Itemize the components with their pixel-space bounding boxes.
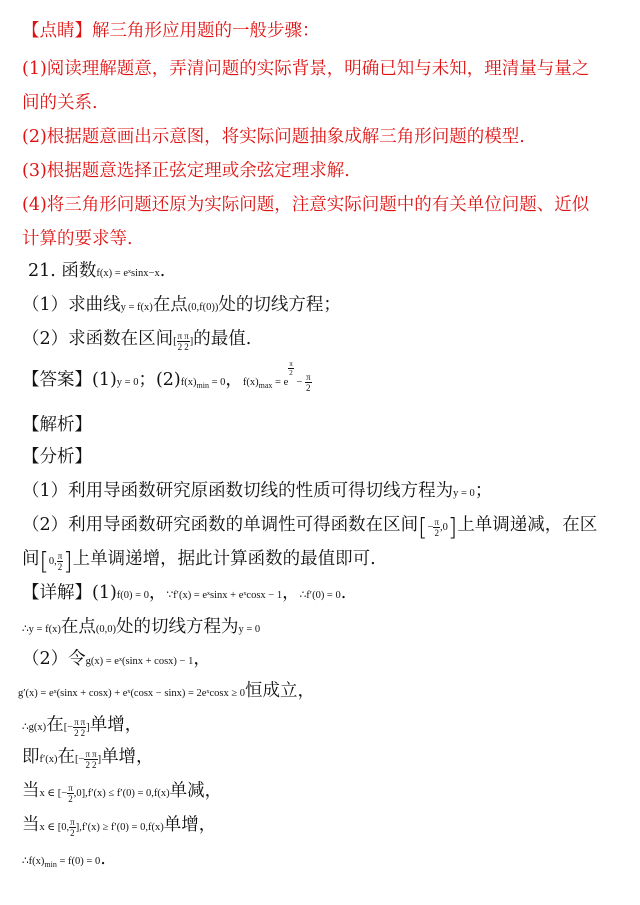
frac-num: π: [305, 372, 311, 383]
detail-6-fprime: f′(x): [39, 754, 58, 765]
fmin-val: = 0: [208, 377, 226, 388]
analysis-2-text: （2）利用导函数研究函数的单调性可得函数在区间: [22, 515, 419, 535]
fmax-minus: −: [293, 377, 305, 388]
fmin-f: f(x): [180, 377, 197, 388]
question-2-prefix: （2）求函数在区间: [22, 329, 174, 349]
detail-3-prefix: （2）令: [22, 649, 86, 669]
frac-num: π: [68, 783, 73, 794]
detail-9-math: [22, 856, 101, 870]
close-comma: ],: [75, 822, 82, 833]
detail-2-point: (0,0): [95, 624, 116, 635]
detail-2-text: 处的切线方程为: [115, 617, 239, 637]
interval-pi: [75, 749, 102, 771]
frac-den: 2: [289, 369, 293, 377]
minus: −: [67, 722, 74, 733]
analysis-1: [22, 474, 626, 511]
frac-num: π: [434, 517, 439, 528]
bracket-left: [: [75, 754, 79, 765]
detail-4: [18, 674, 626, 711]
bracket-left: [: [63, 722, 68, 733]
sep: .: [340, 583, 347, 603]
detail-2-eq: ∴y = f(x): [22, 624, 61, 635]
frac-den: 2: [70, 828, 75, 839]
frac-den: 2: [57, 562, 63, 573]
x-in: x ∈ [0,: [39, 822, 70, 833]
analysis-2-suffix: 上单调递减，在区: [457, 515, 598, 535]
fenxi-label: 【分析】: [22, 447, 92, 467]
analysis-1-text: （1）利用导函数研究原函数切线的性质可得切线方程为: [22, 481, 454, 501]
analysis-3-prefix: 间: [22, 549, 40, 569]
problem-period: .: [159, 261, 166, 281]
bracket-right: ]: [447, 513, 458, 542]
detail-6-suffix: 单增，: [101, 747, 154, 767]
analysis-1-suffix: ；: [474, 481, 493, 501]
comma: ,: [73, 788, 77, 799]
frac-num: π: [177, 331, 183, 342]
bracket-right: ]: [86, 722, 90, 733]
frac-den: 2: [74, 728, 79, 739]
question-1-suffix: 处的切线方程；: [218, 295, 341, 315]
analysis-3-suffix: 上单调递增，据此计算函数的最值即可.: [72, 549, 376, 569]
analysis-1-eq: y = 0: [453, 488, 475, 499]
bracket-right: ]: [189, 336, 194, 347]
sep: ，: [282, 583, 300, 603]
frac-den: 2: [68, 794, 73, 805]
comma: ,: [54, 556, 57, 567]
frac-den: 2: [306, 383, 311, 394]
interval-neg-half-pi-zero: [418, 513, 458, 542]
minus: −: [78, 754, 85, 765]
question-2-interval: [173, 331, 194, 353]
fmin-f: ∴f(x): [22, 856, 45, 867]
frac-den: 2: [92, 760, 97, 771]
detail-9-suffix: .: [100, 849, 106, 869]
fmin-sub: min: [44, 860, 57, 870]
detail-eq-1: f(0) = 0: [116, 590, 149, 601]
tip-step-4b: 计算的要求等.: [22, 229, 133, 249]
problem-number: 21. 函数: [28, 261, 97, 281]
tip-heading: 【点睛】解三角形应用题的一般步骤：: [22, 21, 320, 41]
bracket-left: [: [418, 513, 428, 542]
detail-6-prefix: 即: [22, 747, 40, 767]
detail-7-prefix: 当: [22, 781, 40, 801]
jiexi-label: 【解析】: [22, 415, 92, 435]
exp-fraction: [288, 360, 294, 377]
detail-6-mid: 在: [57, 747, 76, 767]
question-1-point: (0,f(0)): [187, 302, 219, 313]
frac-num: π: [80, 717, 86, 728]
bracket-left: [: [173, 336, 177, 347]
bracket-right: ]: [63, 547, 73, 576]
analysis-3: [22, 542, 626, 579]
answer-1: y = 0: [116, 377, 139, 388]
answer-comma: ，: [225, 370, 243, 390]
zero: 0: [48, 556, 55, 567]
x-in: x ∈ [: [39, 788, 62, 799]
question-2: [22, 322, 626, 359]
frac-num: π: [184, 331, 189, 342]
detail-8-math: [39, 817, 164, 839]
detail-8-prefix: 当: [22, 815, 40, 835]
close-comma: ],: [81, 788, 88, 799]
tip-step-3: (3)根据题意选择正弦定理或余弦定理求解.: [22, 161, 350, 181]
frac-den: 2: [80, 728, 86, 739]
fmax-sub: max: [258, 381, 273, 391]
detail-8-eq: f′(x) ≥ f′(0) = 0,f(x): [81, 822, 164, 833]
question-2-suffix: 的最值.: [193, 329, 252, 349]
fmin-sub: min: [196, 381, 209, 391]
analysis-2: [22, 508, 626, 545]
answer-separator: ；(2): [138, 370, 181, 390]
detail-2-mid: 在点: [60, 617, 96, 637]
frac-den: 2: [184, 342, 189, 353]
answer-line: [22, 360, 626, 400]
detail-1: [22, 576, 626, 613]
detail-5-g: ∴g(x): [22, 722, 47, 733]
detail-7: [22, 774, 626, 811]
detail-eq-3: ∴f′(0) = 0: [299, 590, 341, 601]
frac-num: π: [74, 717, 79, 728]
answer-label: 【答案】(1): [22, 370, 117, 390]
problem-function: f(x) = eˣsinx−x: [96, 268, 160, 279]
detail-7-eq: f′(x) ≤ f′(0) = 0,f(x): [87, 788, 170, 799]
interval-pi: [63, 717, 90, 739]
detail-5-mid: 在: [46, 715, 64, 735]
detail-3-eq: g(x) = eˣ(sinx + cosx) − 1: [85, 656, 194, 667]
detail-9: [22, 842, 626, 879]
detail-7-math: [39, 783, 170, 805]
problem-statement: [28, 254, 626, 291]
detail-2-answer: y = 0: [238, 624, 261, 635]
zero: 0: [442, 522, 448, 533]
fmax-e: = e: [272, 377, 289, 388]
frac-num: π: [92, 749, 97, 760]
detail-4-eq: g′(x) = eˣ(sinx + cosx) + eˣ(cosx − sinx) = 2eˣcosx ≥ 0: [18, 688, 245, 699]
frac-den: 2: [434, 528, 439, 539]
frac-num: π: [85, 749, 91, 760]
bracket-right: ]: [97, 754, 102, 765]
tip-step-4a: (4)将三角形问题还原为实际问题，注意实际问题中的有关单位问题、近似: [22, 195, 590, 215]
detail-8-suffix: 单增，: [163, 815, 217, 835]
bracket-left: [: [39, 547, 49, 576]
tip-step-1a: (1)阅读理解题意，弄清问题的实际背景，明确已知与未知，理清量与量之: [22, 59, 590, 79]
detail-eq-2: ∵f′(x) = eˣsinx + eˣcosx − 1: [166, 590, 283, 601]
tip-step-1b: 间的关系.: [22, 93, 98, 113]
detail-4-suffix: 恒成立，: [244, 681, 315, 701]
comma: ,: [439, 522, 443, 533]
zero: 0: [76, 788, 82, 799]
fraction-pi-over-2: [305, 372, 312, 393]
minus: −: [427, 522, 434, 533]
answer-2-min: [180, 377, 226, 391]
frac-num: π: [57, 551, 63, 562]
question-1: [22, 288, 626, 325]
tip-step-2: (2)根据题意画出示意图，将实际问题抽象成解三角形问题的模型.: [22, 127, 525, 147]
frac-den: 2: [85, 760, 90, 771]
detail-5-suffix: 单增，: [89, 715, 143, 735]
fmin-val: = f(0) = 0: [56, 856, 101, 867]
question-1-prefix: （1）求曲线: [22, 295, 121, 315]
question-1-mid: 在点: [152, 295, 188, 315]
frac-num: π: [70, 817, 75, 828]
frac-num: π: [289, 360, 293, 368]
question-1-curve: y = f(x): [120, 302, 153, 313]
fmax-f: f(x): [242, 377, 259, 388]
minus: −: [61, 788, 68, 799]
detail-label: 【详解】(1): [22, 583, 117, 603]
detail-3-suffix: ，: [193, 649, 211, 669]
frac-den: 2: [177, 342, 183, 353]
detail-6: [22, 740, 626, 777]
answer-2-max: [242, 360, 312, 394]
detail-7-suffix: 单减，: [169, 781, 223, 801]
sep: ，: [148, 583, 167, 603]
detail-8: [22, 808, 626, 845]
interval-zero-half-pi: [39, 547, 73, 576]
